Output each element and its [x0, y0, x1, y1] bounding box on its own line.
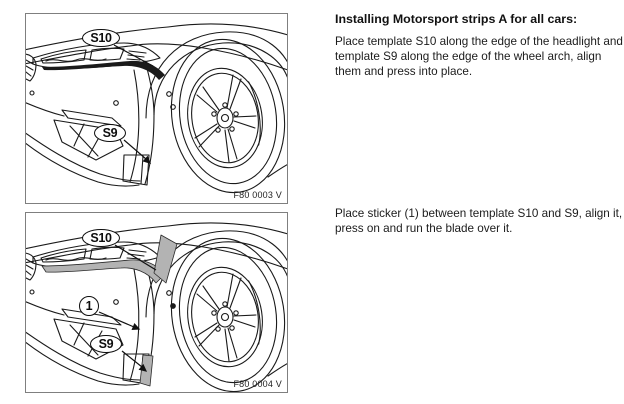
callout-s10: S10: [82, 29, 120, 47]
section-heading: Installing Motorsport strips A for all cars:: [335, 12, 578, 26]
figure-code: F80 0003 V: [233, 190, 282, 200]
figure-step1: [25, 13, 288, 204]
sticker-arrowhead: [132, 324, 139, 329]
fender-dot-filled: [170, 303, 175, 308]
figure-step2: [25, 212, 288, 393]
instruction-step1-text: Place template S10 along the edge of the headlight and template S9 along the edge of the wheel arch, align them and press into place.: [335, 35, 623, 78]
s9-arrow: [124, 140, 146, 159]
callout-s10: S10: [82, 229, 120, 247]
callout-s9: S9: [94, 124, 126, 142]
s9-arrow: [122, 351, 142, 367]
instruction-block-1: [335, 12, 624, 79]
instruction-block-2: [335, 206, 624, 236]
instruction-step2-text: Place sticker (1) between template S10 and S9, align it, press on and run the blade over it.: [335, 207, 623, 235]
car-illustration-step1: [26, 14, 287, 203]
sticker-strip-headlight: [42, 260, 165, 283]
callout-sticker-1: 1: [79, 296, 99, 316]
callout-s9: S9: [90, 335, 122, 353]
car-illustration-step2: [26, 213, 287, 392]
sticker-strip-fender-wedge: [154, 235, 177, 283]
figure-code: F80 0004 V: [233, 379, 282, 389]
